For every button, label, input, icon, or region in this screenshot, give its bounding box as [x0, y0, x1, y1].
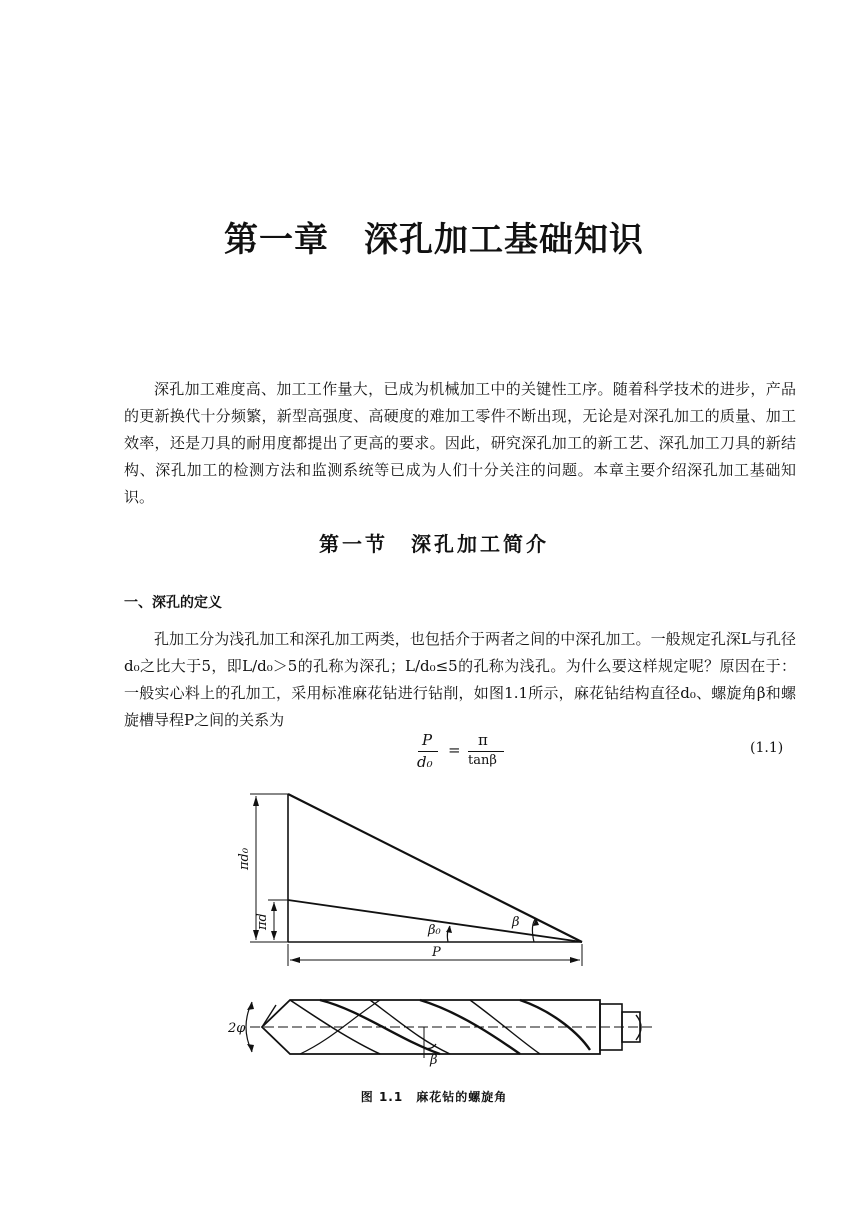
section-title: 第一节 深孔加工简介	[319, 532, 549, 556]
label-pi-d: πd	[255, 913, 270, 930]
point-angle-arc	[246, 1002, 252, 1052]
equation-number: (1.1)	[750, 740, 784, 756]
label-beta0: β₀	[428, 923, 441, 938]
chapter-title: 第一章 深孔加工基础知识	[224, 220, 644, 260]
triangle-hypotenuse-large	[288, 794, 582, 942]
angle-arc-beta	[532, 918, 536, 942]
equation-rhs-denominator: tanβ	[468, 753, 497, 768]
intro-paragraph: 深孔加工难度高、加工工作量大，已成为机械加工中的关键性工序。随着科学技术的进步，产品的更新换代十分频繁，新型高强度、高硬度的难加工零件不断出现，无论是对深孔加工的质量、加工效率，还是刀具的耐用度都提出了更高的要求。因此，研究深孔加工的新工艺、深孔加工刀具的新结构、深孔加工的检测方法和监测系统等已成为人们十分关注的问题。本章主要介绍深孔加工基础知识。	[124, 380, 796, 506]
figure-caption: 图 1.1 麻花钻的螺旋角	[360, 1090, 508, 1104]
body-paragraph: 孔加工分为浅孔加工和深孔加工两类，也包括介于两者之间的中深孔加工。一般规定孔深L与孔径d₀之比大于5，即L/d₀＞5的孔称为深孔；L/d₀≤5的孔称为浅孔。为什么要这样规定呢？原因在于：一般实心料上的孔加工，采用标准麻花钻进行钻削，如图1.1所示，麻花钻结构直径d₀、螺旋角β和螺旋槽导程P之间的关系为	[124, 630, 796, 729]
label-pi-d0: πd₀	[237, 847, 252, 870]
label-p: P	[432, 945, 441, 960]
label-drill-beta: β	[430, 1053, 438, 1068]
drill-shank	[600, 1004, 622, 1050]
label-beta: β	[512, 915, 520, 930]
drill-beta-arc	[424, 1044, 436, 1049]
equation-lhs-numerator: P	[422, 731, 433, 749]
equation-rhs-numerator: π	[478, 731, 488, 749]
triangle-hypotenuse-small	[288, 900, 582, 942]
equation-equals: =	[448, 741, 461, 759]
equation-1-1	[414, 731, 514, 775]
subsection-title: 一、深孔的定义	[124, 595, 222, 611]
equation-rhs-bar	[468, 751, 504, 752]
drill-body-outline	[262, 1000, 600, 1054]
angle-arc-beta0	[447, 926, 450, 942]
label-two-phi: 2φ	[228, 1021, 246, 1036]
drill-tang	[622, 1012, 640, 1042]
equation-lhs-bar	[418, 751, 438, 752]
equation-lhs-denominator: d₀	[417, 753, 433, 771]
